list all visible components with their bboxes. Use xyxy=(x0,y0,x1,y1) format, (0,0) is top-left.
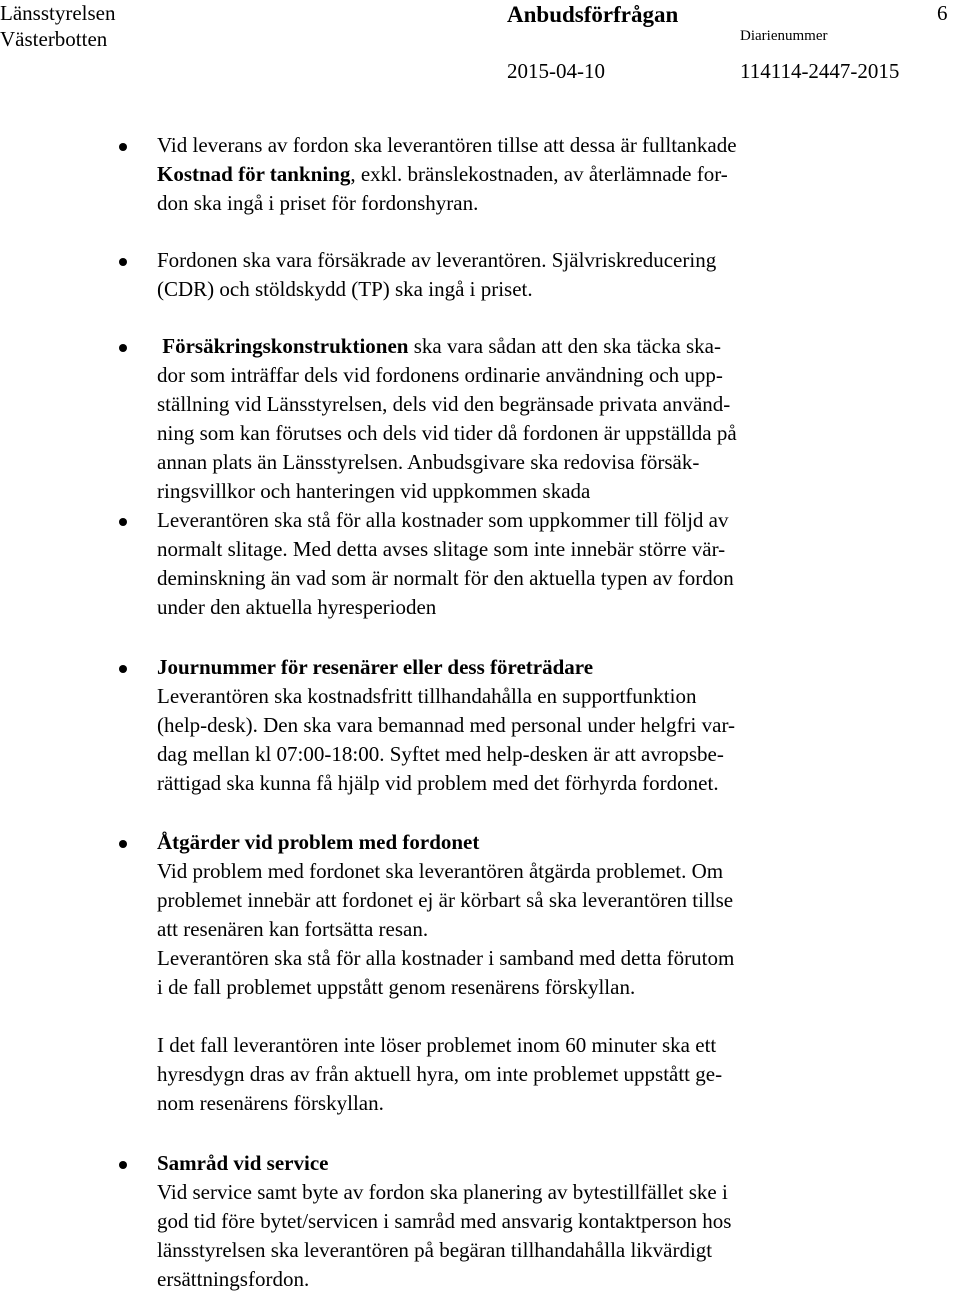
fuel-line-1: Vid leverans av fordon ska leverantören tillse att dessa är fulltankade xyxy=(157,133,737,157)
bullet-icon xyxy=(119,143,127,151)
bullet-icon xyxy=(119,1161,127,1169)
diarienummer-value: 114114-2447-2015 xyxy=(740,59,900,83)
bullet-icon xyxy=(119,258,127,266)
problems-text-2: Leverantören ska stå för alla kostnader i samband med detta förutom i de fall problemet uppstått genom resenärens förskyllan. xyxy=(157,946,735,999)
fuel-rest: , exkl. bränslekostnaden, av återlämnade for- don ska ingå i priset för fordonshyran. xyxy=(157,162,728,215)
fuel-bold-term: Kostnad för tankning xyxy=(157,162,351,186)
service-heading: Samråd vid service xyxy=(157,1151,329,1175)
construction-text: ska vara sådan att den ska täcka ska- dor som inträffar dels vid fordonens ordinarie användning och upp- ställning vid Länsstyrelsen, dels vid den begränsade privata använd- ning som kan förutses och dels vid tider då fordonen är uppställda på annan plats än Länsstyrelsen. Anbudsgivare ska redovisa försäk- ringsvillkor och hanteringen vid uppkommen skada xyxy=(157,334,737,503)
list-item-oncall xyxy=(0,653,857,798)
list-item-insurance xyxy=(0,246,857,304)
bullet-icon xyxy=(119,518,127,526)
paragraph-problems xyxy=(157,828,857,1002)
oncall-text: Leverantören ska kostnadsfritt tillhandahålla en supportfunktion (help-desk). Den ska vara bemannad med personal under helgfri var- dag mellan kl 07:00-18:00. Syftet med help-desken är att avropsbe- rättigad ska kunna få hjälp vid problem med det förhyrda fordonet. xyxy=(157,684,736,795)
diarienummer-label: Diarienummer xyxy=(740,28,828,44)
list-item-insurance-construction xyxy=(0,332,857,506)
paragraph-problems-sla: I det fall leverantören inte löser problemet inom 60 minuter ska ett hyresdygn dras av från aktuell hyra, om inte problemet uppstått ge- nom resenärens förskyllan. xyxy=(157,1033,723,1115)
list-item-service xyxy=(0,1149,857,1294)
service-text: Vid service samt byte av fordon ska planering av bytestillfället ske i god tid före bytet/servicen i samråd med ansvarig kontaktperson hos länsstyrelsen ska leverantören på begäran tillhandahålla likvärdigt ersättningsfordon. xyxy=(157,1180,732,1291)
document-title: Anbudsförfrågan xyxy=(507,2,679,27)
document-date: 2015-04-10 xyxy=(507,59,605,83)
paragraph-construction xyxy=(157,332,857,506)
list-item-wear xyxy=(0,506,857,622)
paragraph-insurance: Fordonen ska vara försäkrade av leverantören. Självriskreducering (CDR) och stöldskydd (TP) ska ingå i priset. xyxy=(157,248,717,301)
list-item-fuel xyxy=(0,131,857,218)
paragraph-service xyxy=(157,1149,857,1294)
paragraph-wear: Leverantören ska stå för alla kostnader som uppkommer till följd av normalt slitage. Med detta avses slitage som inte innebär större vär- deminskning än vad som är normalt för den aktuella typen av fordon under den aktuella hyresperioden xyxy=(157,508,734,619)
bullet-icon xyxy=(119,840,127,848)
bullet-icon xyxy=(119,665,127,673)
problems-text-1: Vid problem med fordonet ska leverantören åtgärda problemet. Om problemet innebär att fordonet ej är körbart så ska leverantören tillse att resenären kan fortsätta resan. xyxy=(157,859,734,941)
document-body xyxy=(0,131,960,1294)
paragraph-oncall xyxy=(157,653,857,798)
problems-heading: Åtgärder vid problem med fordonet xyxy=(157,830,480,854)
list-item-problems xyxy=(0,828,857,1118)
oncall-heading: Journummer för resenärer eller dess företrädare xyxy=(157,655,594,679)
org-name-line1: Länsstyrelsen xyxy=(0,1,116,25)
bullet-icon xyxy=(119,344,127,352)
org-name-line2: Västerbotten xyxy=(0,27,108,51)
construction-bold-term: Försäkringskonstruktionen xyxy=(162,334,409,358)
paragraph-fuel xyxy=(157,131,857,218)
page-number: 6 xyxy=(937,1,948,25)
